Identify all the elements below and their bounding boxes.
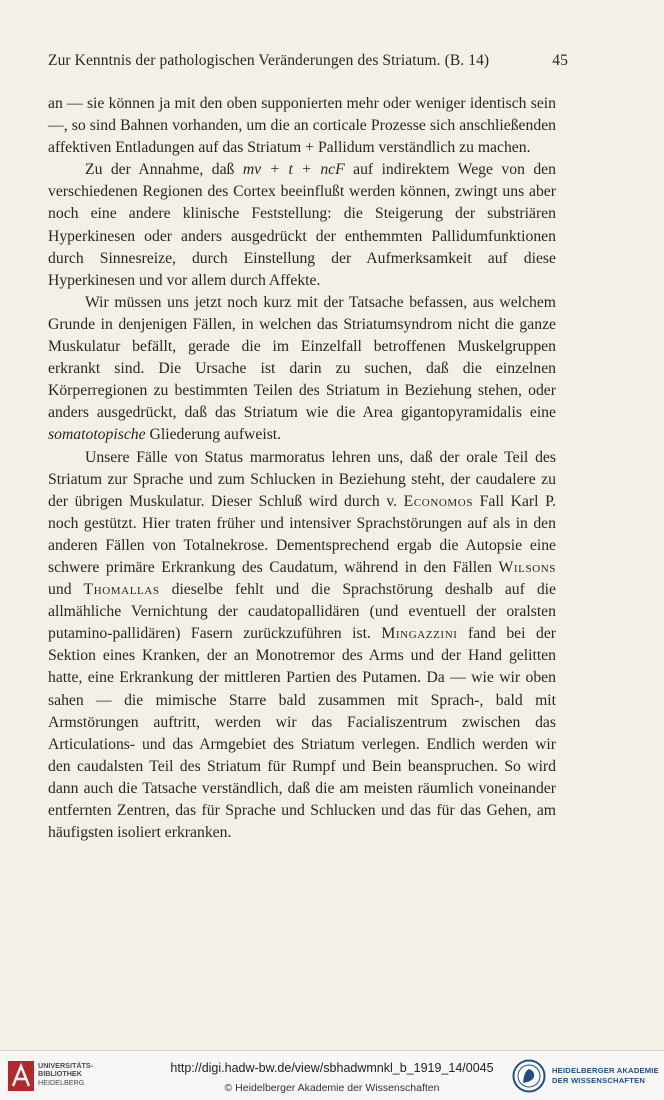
copyright-notice: © Heidelberger Akademie der Wissenschaften [224, 1082, 440, 1094]
paragraph-4: Unsere Fälle von Status marmoratus lehren uns, daß der orale Teil des Striatum zur Sprache und zum Schlucken in Beziehung steht, der caudalere zu der übrigen Muskulatur. Dieser Schluß wird durch v. Economos Fall Karl P. noch gestützt. Hier traten früher und intensiver Sprachstörungen auf als in den anderen Fällen von Totalnekrose. Dementsprechend ergab die Autopsie eine schwere primäre Erkrankung des Caudatum, während in den Fällen Wilsons und Thomallas dieselbe fehlt und die Sprachstörung deshalb auf die allmähliche Vernichtung der caudatopallidären (und eventuell der oralsten putamino-pallidären) Fasern zurückzuführen ist. Mingazzini fand bei der Sektion eines Kranken, der an Monotremor des Arms und der Hand gelitten hatte, eine Erkrankung der mittleren Partien des Putamen. Da — wie wir oben sahen — die mimische Starre bald zusammen mit Sprach-, bald mit Armstörungen auftritt, werden wir das Facialiszentrum zwischen das Articulations- und das Armgebiet des Striatum verlegen. Endlich werden wir den caudalsten Teil des Striatum für Rumpf und Bein beanspruchen. So wird dann auch die Tatsache verständlich, daß die am meisten räumlich voneinander entfernten Zentren, das für Sprache und Schlucken und das für das Gehen, am häufigsten isoliert erkranken. [48, 448, 557, 842]
academy-seal-logo-icon[interactable] [512, 1059, 546, 1093]
academy-name[interactable]: HEIDELBERGER AKADEMIE DER WISSENSCHAFTEN [552, 1066, 659, 1085]
formula: mv + t + ncF [242, 161, 345, 179]
paragraph-1: an — sie können ja mit den oben supponierten mehr oder weniger identisch sein —, so sind Bahnen vorhanden, um die an corticale Prozesse sich anschließenden affektiven Entladungen auf das Striatum + Pallidum verständlich zu machen. [48, 95, 556, 157]
university-library-name[interactable]: UNIVERSITÄTS- BIBLIOTHEK HEIDELBERG [38, 1061, 94, 1087]
italic-term: somatotopische [48, 426, 146, 444]
author-name: Economos [403, 492, 474, 510]
viewer-footer [0, 1050, 664, 1100]
author-name: Mingazzini [381, 625, 458, 643]
permalink-url[interactable]: http://digi.hadw-bw.de/view/sbhadwmnkl_b_1919_14/0045 [170, 1061, 494, 1075]
paragraph-2: Zu der Annahme, daß mv + t + ncF auf indirektem Wege von den verschiedenen Regionen des Cortex beeinflußt werden können, zwingt uns aber noch eine andere klinische Feststellung: die Steigerung der substriären Hyperkinesen oder anders ausgedrückt der enthemmten Pallidumfunktionen durch Sinnesreize, durch Einstellung der Aufmerksamkeit auf diese Hyperkinesen und vor allem durch Affekte. [48, 161, 556, 289]
running-title: Zur Kenntnis der pathologischen Veränderungen des Striatum. (B. 14) [48, 52, 490, 69]
paragraph-3: Wir müssen uns jetzt noch kurz mit der Tatsache befassen, aus welchem Grunde in denjenigen Fällen, in welchen das Striatumsyndrom nicht die ganze Muskulatur befällt, gerade die im Einzelfall betroffenen Muskelgruppen erkrankt sind. Die Ursache ist darin zu suchen, daß die einzelnen Körperregionen zu bestimmten Teilen des Striatum in Beziehung stehen, oder anders ausgedrückt, daß das Striatum wie die Area gigantopyramidalis eine somatotopische Gliederung aufweist. [48, 293, 556, 444]
author-name: Wilsons [498, 558, 556, 576]
running-header [48, 52, 568, 70]
body-text [48, 93, 556, 844]
author-name: Thomallas [83, 581, 160, 599]
page-number: 45 [552, 52, 568, 69]
